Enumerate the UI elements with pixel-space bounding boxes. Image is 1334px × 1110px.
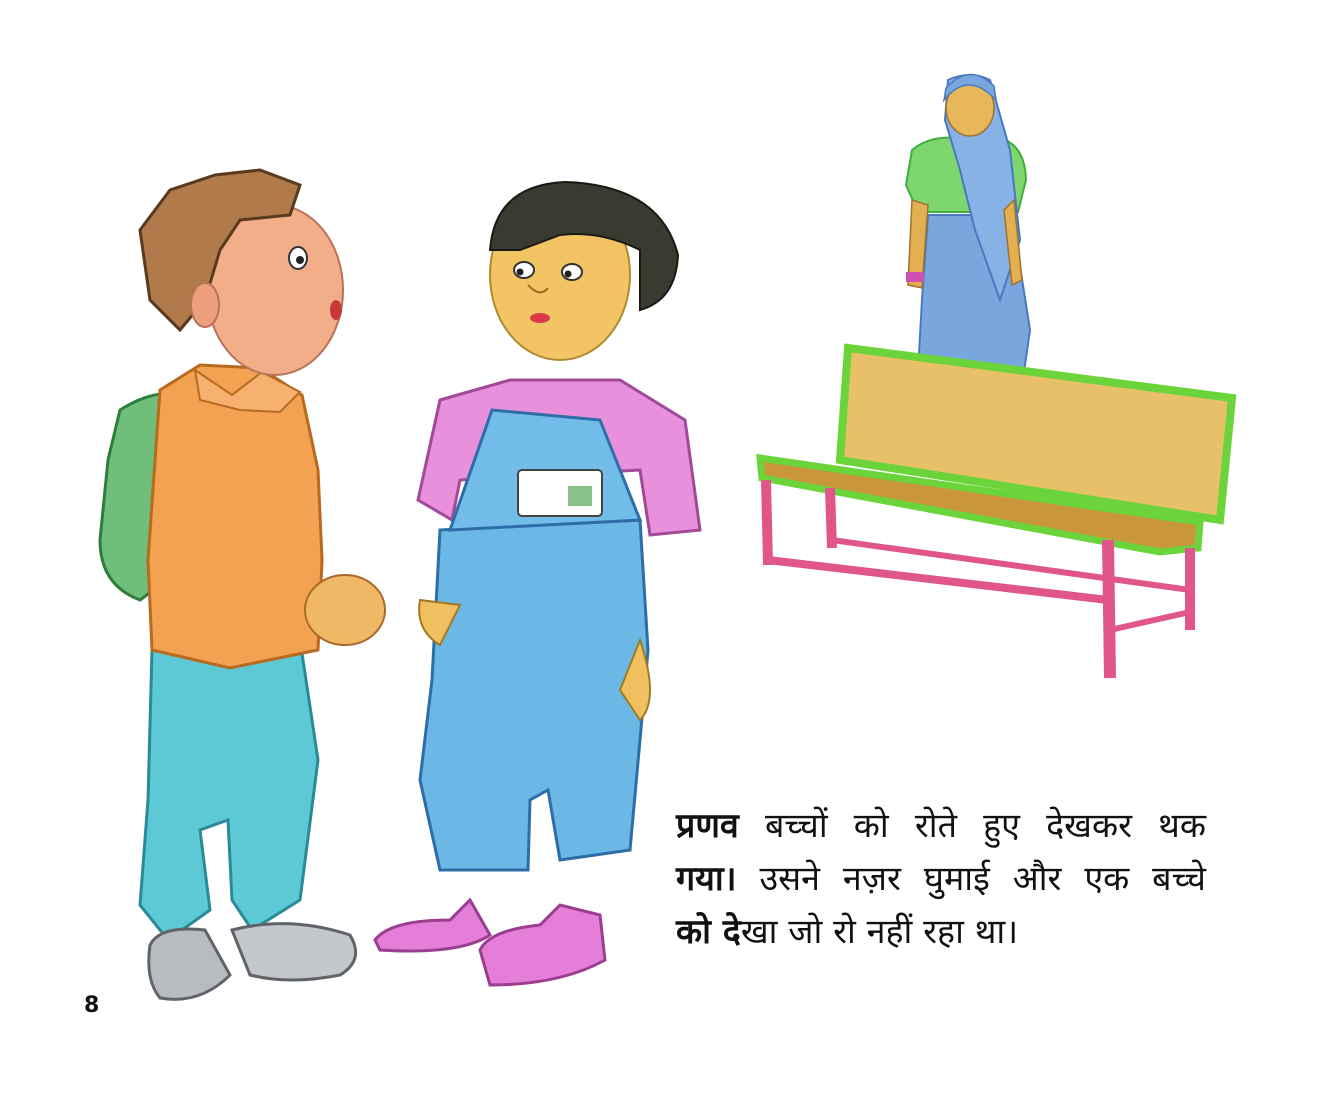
story-line-3-bold: को दे (676, 912, 741, 952)
story-line-2-bold: गया। (676, 859, 737, 899)
story-text (676, 800, 1206, 959)
boy-with-backpack (100, 170, 385, 999)
story-line-2-rest: उसने नज़र घुमाई और एक बच्चे (736, 859, 1206, 899)
story-line-1-bold: प्रणव (676, 806, 739, 846)
bench (760, 348, 1232, 678)
story-line-3 (676, 906, 1206, 959)
page-number: 8 (84, 993, 100, 1018)
woman-in-saree (906, 74, 1030, 372)
story-line-3-rest: खा जो रो नहीं रहा था। (740, 912, 1019, 952)
boy-in-overalls (375, 182, 700, 985)
story-line-2 (676, 853, 1206, 906)
story-line-1-rest: बच्चों को रोते हुए देखकर थक (738, 806, 1206, 846)
story-line-1 (676, 800, 1206, 853)
